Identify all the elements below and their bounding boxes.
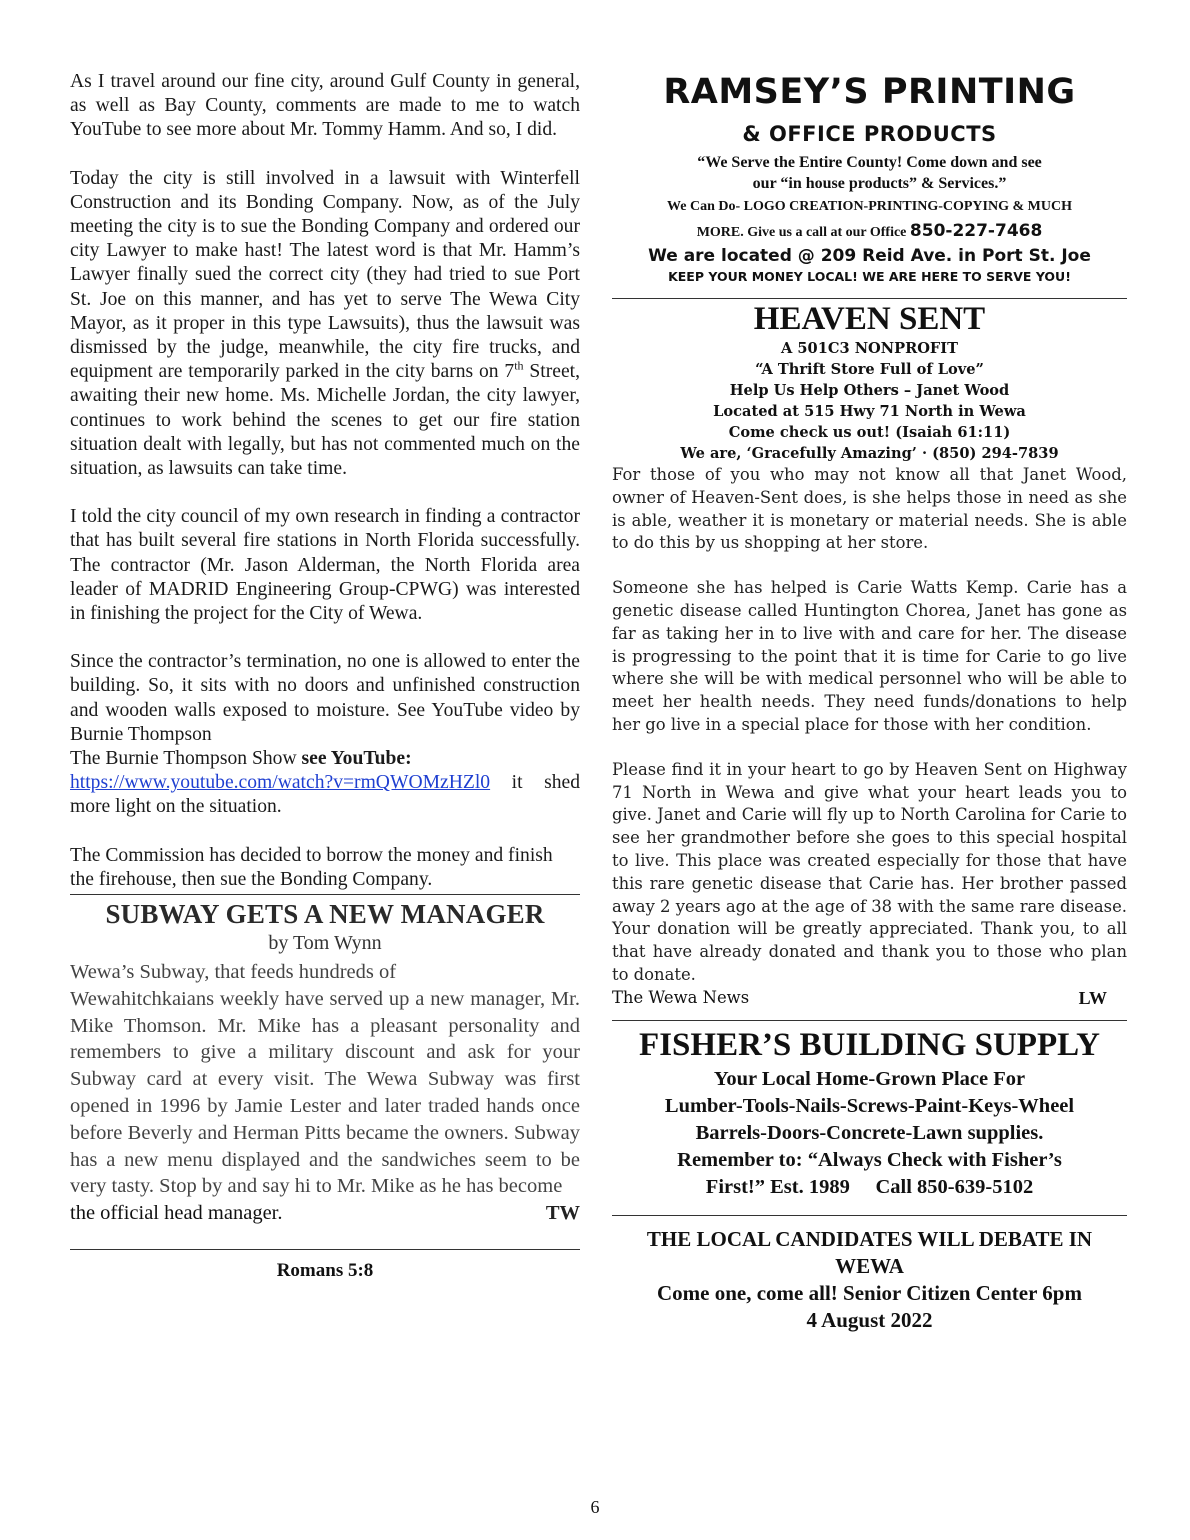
fisher-ad-line: Remember to: “Always Check with Fisher’s: [677, 1148, 1062, 1171]
heaven-sent-initials: LW: [1078, 987, 1107, 1008]
divider: [612, 298, 1127, 299]
fisher-ad-line: Barrels-Doors-Concrete-Lawn supplies.: [695, 1121, 1044, 1144]
fisher-ad-line: Lumber-Tools-Nails-Screws-Paint-Keys-Wheel: [664, 1094, 1075, 1117]
fisher-ad-line: Your Local Home-Grown Place For: [713, 1067, 1026, 1090]
heaven-sent-paragraph: Someone she has helped is Carie Watts Kemp. Carie has a genetic disease called Huntington Chorea, Janet has gone as far as taking her in to live with and care for her. The disease is progressing to the point that it is time for Carie to go live where she will be with medical personnel who will be able to meet her health needs. They need funds/donations to help her go live in a special place for those with her condition.: [612, 578, 1127, 734]
divider: [70, 894, 580, 895]
debate-line: THE LOCAL CANDIDATES WILL DEBATE IN: [646, 1226, 1093, 1251]
article-paragraph: Today the city is still involved in a lawsuit with Winterfell Construction and its Bonding Company. Now, as of the July meeting the city is to sue the Bonding Company and ordered our city Lawyer to make hast! The latest word is that Mr. Hamm’s Lawyer finally sued the correct city (they had tried to sue Port St. Joe on this manner, and has yet to serve The Wewa City Mayor, as it proper in this type Lawsuits), thus the lawsuit was dismissed by the judge, meanwhile, the city fire trucks, and equipment are temporarily parked in the city barns on 7th Street, awaiting their new home. Ms. Michelle Jordan, the city lawyer, continues to work behind the scenes to get our fire station situation dealt with legally, but has not commented much on the situation, as lawsuits can take time.: [70, 167, 580, 480]
heaven-sent-line: “A Thrift Store Full of Love”: [755, 361, 984, 378]
subway-body: Wewahitchkaians weekly have served up a new manager, Mr. Mike Thomson. Mr. Mike has a pleasant personality and remembers to give a military discount and ask for your Subway card at every visit. The Wewa Subway was first opened in 1996 by Jamie Lester and later traded hands once before Beverly and Herman Pitts became the owners. Subway has a new menu displayed and the sandwiches seem to be very tasty. Stop by and say hi to Mr. Mike as he has become: [70, 987, 580, 1198]
heaven-sent-paragraph: Please find it in your heart to go by Heaven Sent on Highway 71 North in Wewa and give what your heart leads you to give. Janet and Carie will fly up to North Carolina for Carie to see her grandmother before she goes to this special hospital to live. This place was created especially for those that have this rare genetic disease that Carie has. Her brother passed away 2 years ago at the age of 38 with the same rare disease. Your donation will be greatly appreciated. Thank you, to all that have already donated and thank you to those who plan to donate.: [612, 759, 1127, 984]
subway-headline: SUBWAY GETS A NEW MANAGER: [105, 899, 545, 930]
left-column: [70, 70, 580, 1282]
fisher-ad-title: FISHER’S BUILDING SUPPLY: [639, 1026, 1100, 1063]
heaven-sent-title: HEAVEN SENT: [753, 301, 986, 337]
heaven-sent-line: Located at 515 Hwy 71 North in Wewa: [713, 403, 1026, 420]
page-number: 6: [590, 1497, 600, 1517]
heaven-sent-line: Come check us out! (Isaiah 61:11): [728, 424, 1011, 441]
ramsey-ad-title: RAMSEY’S PRINTING: [663, 72, 1076, 112]
article-paragraph: I told the city council of my own research in finding a contractor that has built several fire stations in North Florida successfully. The contractor (Mr. Jason Alderman, the North Florida area leader of MADRID Engineering Group-CPWG) was interested in finishing the project for the City of Wewa.: [70, 506, 580, 625]
heaven-sent-line: We are, ‘Gracefully Amazing’ · (850) 294-7839: [680, 445, 1059, 462]
ramsey-ad-line: MORE. Give us a call at our Office 850-227-7468: [696, 221, 1043, 241]
subway-intro: Wewa’s Subway, that feeds hundreds of: [70, 961, 397, 984]
ramsey-ad-line: We Can Do- LOGO CREATION-PRINTING-COPYING & MUCH: [667, 199, 1072, 214]
heaven-sent-line: A 501C3 NONPROFIT: [781, 340, 958, 357]
right-column: [612, 70, 1127, 1334]
ramsey-ad-line: “We Serve the Entire County! Come down and see: [697, 154, 1042, 171]
article-paragraph: Since the contractor’s termination, no one is allowed to enter the building. So, it sits with no doors and unfinished construction and wooden walls exposed to moisture. See YouTube video by Burnie Thompson The Burnie Thompson Show see YouTube: https://www.youtube.com/watch?v=rmQWOMzHZl0 it shed more light on the situation.: [70, 651, 580, 818]
spacer: [612, 555, 1127, 577]
debate-line: Come one, come all! Senior Citizen Center 6pm: [657, 1280, 1082, 1305]
article-paragraph: The Commission has decided to borrow the money and finish the firehouse, then sue the Bonding Company.: [70, 844, 553, 890]
divider: [612, 1020, 1127, 1021]
debate-line: WEWA: [835, 1253, 904, 1278]
debate-line: 4 August 2022: [806, 1307, 933, 1332]
article-paragraph: As I travel around our fine city, around Gulf County in general, as well as Bay County, comments are made to me to watch YouTube to see more about Mr. Tommy Hamm. And so, I did.: [70, 71, 580, 141]
heaven-sent-signoff: The Wewa News LW: [612, 987, 1107, 1008]
subway-signoff: the official head manager. TW: [70, 1200, 580, 1227]
scripture-reference: Romans 5:8: [276, 1260, 374, 1282]
ramsey-phone: 850-227-7468: [909, 221, 1043, 241]
divider: [612, 1215, 1127, 1216]
youtube-link[interactable]: https://www.youtube.com/watch?v=rmQWOMzHZl0: [70, 772, 491, 794]
ramsey-ad-line: our “in house products” & Services.”: [752, 175, 1007, 192]
ramsey-ad-subtitle: & OFFICE PRODUCTS: [742, 122, 997, 146]
ramsey-slogan: KEEP YOUR MONEY LOCAL! WE ARE HERE TO SERVE YOU!: [668, 269, 1071, 284]
spacer: [612, 737, 1127, 759]
fisher-ad-line: First!” Est. 1989 Call 850-639-5102: [705, 1175, 1034, 1198]
subway-initials: TW: [545, 1202, 580, 1225]
debate-announcement: [612, 1226, 1127, 1334]
heaven-sent-line: Help Us Help Others – Janet Wood: [729, 382, 1010, 399]
divider: [70, 1249, 580, 1250]
ramsey-address: We are located @ 209 Reid Ave. in Port St. Joe: [648, 246, 1091, 266]
subway-byline: by Tom Wynn: [268, 932, 382, 955]
heaven-sent-paragraph: For those of you who may not know all that Janet Wood, owner of Heaven-Sent does, is she helps those in need as she is able, weather it is monetary or material needs. She is able to do this by us shopping at her store.: [612, 465, 1127, 553]
